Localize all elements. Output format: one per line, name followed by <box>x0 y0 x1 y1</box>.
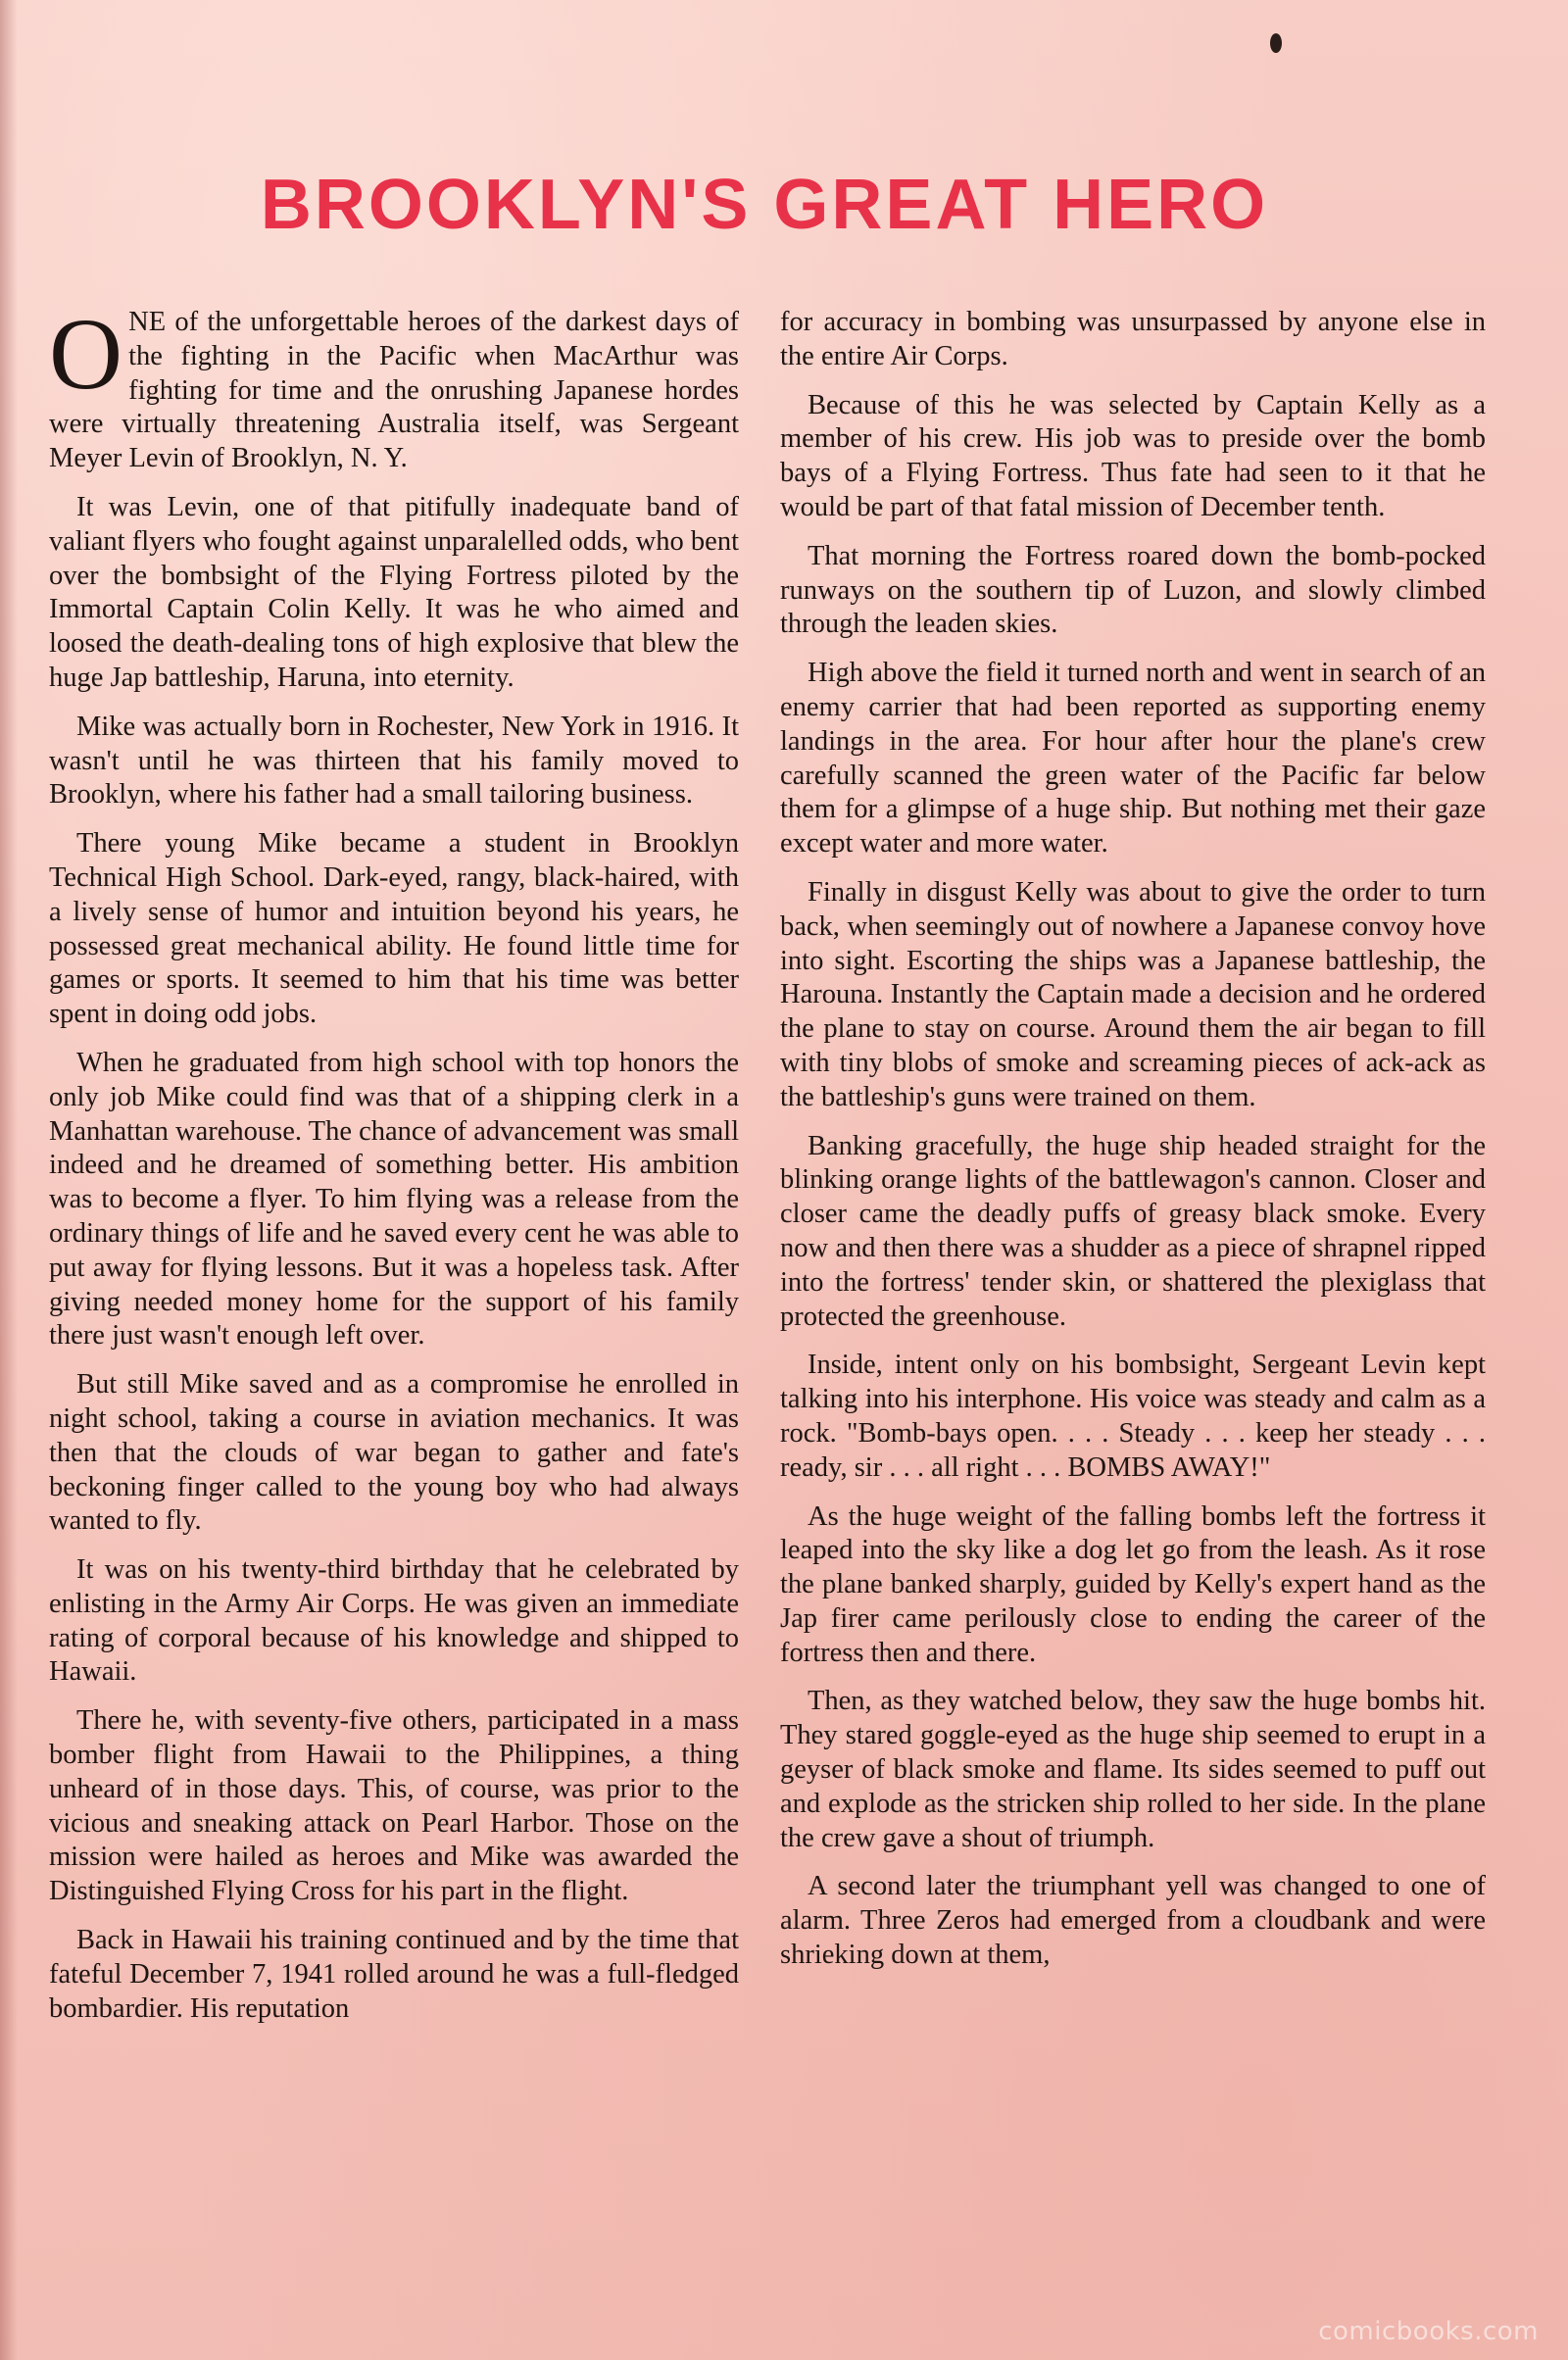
drop-cap: O <box>49 298 123 411</box>
paragraph <box>49 298 739 476</box>
paragraph: When he graduated from high school with top honors the only job Mike could find was that of a shipping clerk in a Manhattan warehouse. The chance of advancement was small indeed and he dreamed of something better. His ambition was to become a flyer. To him flying was a release from the ordinary things of life and he saved every cent he was able to put away for flying lessons. But it was a hopeless task. After giving needed money home for the support of his family there just wasn't enough left over. <box>49 1047 739 1352</box>
paragraph: for accuracy in bombing was unsurpassed by anyone else in the entire Air Corps. <box>780 307 1486 371</box>
page-binding-shadow <box>0 0 18 2360</box>
watermark: comicbooks.com <box>1318 2317 1539 2346</box>
paragraph: A second later the triumphant yell was changed to one of alarm. Three Zeros had emerged from a cloudbank and were shrieking down at them, <box>780 1871 1486 1971</box>
paragraph: Mike was actually born in Rochester, New York in 1916. It wasn't until he was thirteen that his family moved to Brooklyn, where his father had a small tailoring business. <box>49 711 739 811</box>
paragraph-text: NE of the unforgettable heroes of the darkest days of the fighting in the Pacific when MacArthur was fighting for time and the onrushing Japanese hordes were virtually threatening Australia itself, was Sergeant Meyer Levin of Brooklyn, N. Y. <box>49 307 739 474</box>
paragraph: Because of this he was selected by Captain Kelly as a member of his crew. His job was to preside over the bomb bays of a Flying Fortress. Thus fate had seen to it that he would be part of that fatal mission of December tenth. <box>780 389 1486 522</box>
paragraph: High above the field it turned north and went in search of an enemy carrier that had been reported as supporting enemy landings in the area. For hour after hour the plane's crew carefully scanned the green water of the Pacific far below them for a glimpse of a huge ship. But nothing met their gaze except water and more water. <box>780 658 1486 860</box>
paragraph: Banking gracefully, the huge ship headed straight for the blinking orange lights of the battlewagon's cannon. Closer and closer came the deadly puffs of greasy black smoke. Every now and then there was a shudder as a piece of shrapnel ripped into the fortress' tender skin, or shattered the plexiglass that protected the greenhouse. <box>780 1130 1486 1332</box>
paragraph: There young Mike became a student in Brooklyn Technical High School. Dark-eyed, rangy, black-haired, with a lively sense of humor and intuition beyond his years, he possessed great mechanical ability. He found little time for games or sports. It seemed to him that his time was better spent in doing odd jobs. <box>49 828 739 1030</box>
paragraph: Then, as they watched below, they saw the huge bombs hit. They stared goggle-eyed as the huge ship seemed to erupt in a geyser of black smoke and flame. Its sides seemed to puff out and explode as the stricken ship rolled to her side. In the plane the crew gave a shout of triumph. <box>780 1686 1486 1853</box>
paragraph: But still Mike saved and as a compromise he enrolled in night school, taking a course in aviation mechanics. It was then that the clouds of war began to gather and fate's beckoning finger called to the young boy who had always wanted to fly. <box>49 1369 739 1537</box>
paragraph: Back in Hawaii his training continued and by the time that fateful December 7, 1941 rolled around he was a full-fledged bombardier. His reputation <box>49 1925 739 2024</box>
paragraph: As the huge weight of the falling bombs left the fortress it leaped into the sky like a dog let go from the leash. As it rose the plane banked sharply, guided by Kelly's expert hand as the Jap firer came perilously close to ending the career of the fortress then and there. <box>780 1500 1486 1668</box>
paragraph: It was Levin, one of that pitifully inadequate band of valiant flyers who fought against unparalelled odds, who bent over the bombsight of the Flying Fortress piloted by the Immortal Captain Colin Kelly. It was he who aimed and loosed the death-dealing tons of high explosive that blew the huge Jap battleship, Haruna, into eternity. <box>49 491 739 693</box>
paragraph: There he, with seventy-five others, participated in a mass bomber flight from Hawaii to the Philippines, a thing unheard of in those days. This, of course, was prior to the vicious and sneaking attack on Pearl Harbor. Those on the mission were hailed as heroes and Mike was awarded the Distinguished Flying Cross for his part in the flight. <box>49 1705 739 1907</box>
ink-blot <box>1270 33 1282 53</box>
right-column <box>780 306 1486 1988</box>
paragraph: It was on his twenty-third birthday that he celebrated by enlisting in the Army Air Corps. He was given an immediate rating of corporal because of his knowledge and shipped to Hawaii. <box>49 1554 739 1688</box>
paragraph: Finally in disgust Kelly was about to give the order to turn back, when seemingly out of nowhere a Japanese convoy hove into sight. Escorting the ships was a Japanese battleship, the Harouna. Instantly the Captain made a decision and he ordered the plane to stay on course. Around them the air began to fill with tiny blobs of smoke and screaming pieces of ack-ack as the battleship's guns were trained on them. <box>780 876 1486 1112</box>
paragraph: That morning the Fortress roared down the bomb-pocked runways on the southern tip of Luzon, and slowly climbed through the leaden skies. <box>780 540 1486 640</box>
paragraph: Inside, intent only on his bombsight, Sergeant Levin kept talking into his interphone. His voice was steady and calm as a rock. "Bomb-bays open. . . . Steady . . . keep her steady . . . ready, sir . . . all right . . . BOMBS AWAY!" <box>780 1350 1486 1483</box>
left-column <box>49 298 739 2040</box>
article-title: BROOKLYN'S GREAT HERO <box>260 166 1269 244</box>
